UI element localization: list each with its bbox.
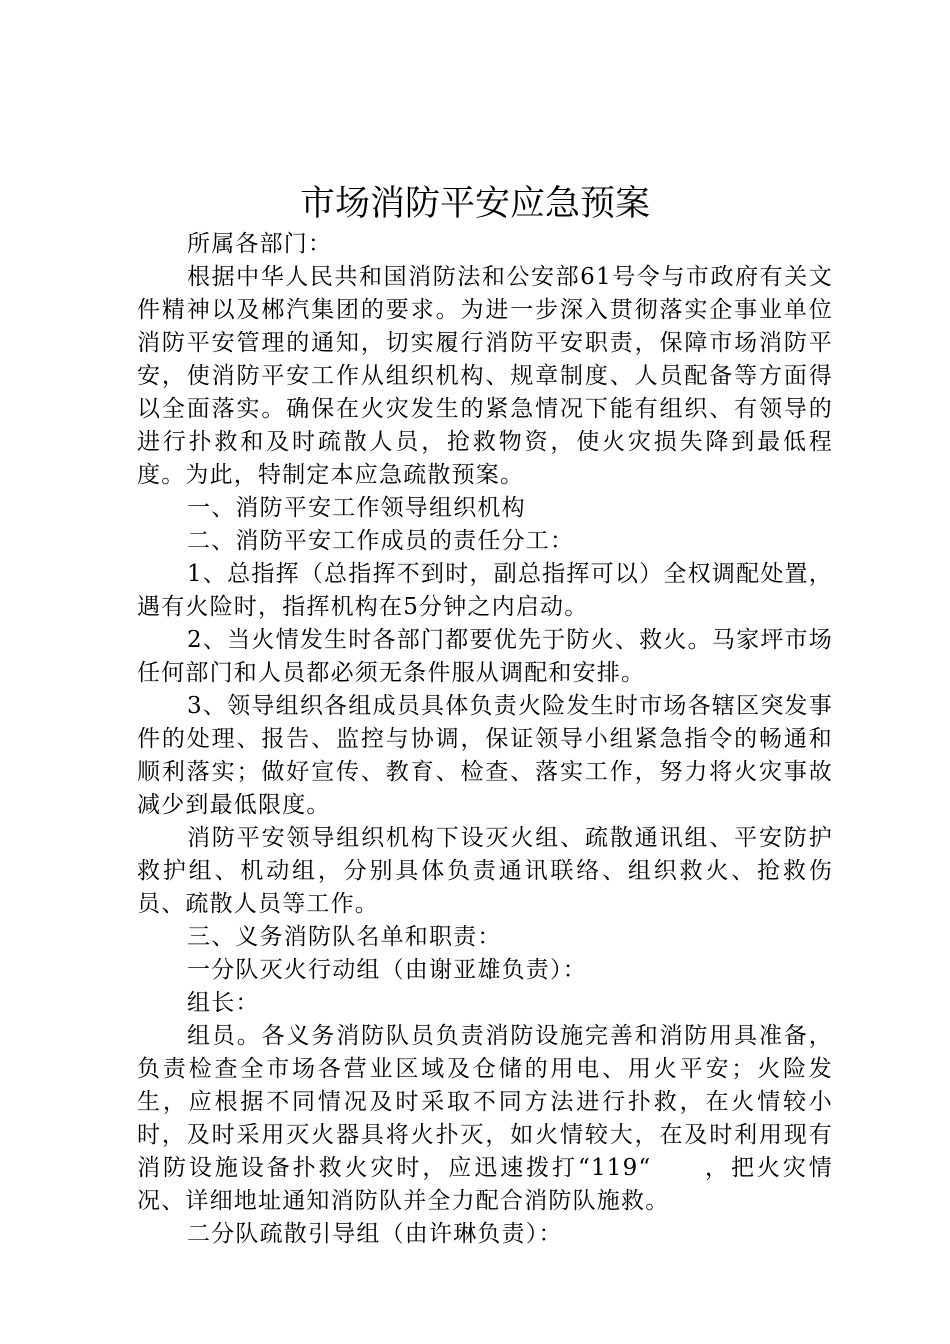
intro-paragraph: 根据中华人民共和国消防法和公安部61号令与市政府有关文件精神以及郴汽集团的要求。为进一步深入贯彻落实企事业单位消防平安管理的通知，切实履行消防平安职责，保障市场消防平安，使消防平安工作从组织机构、规章制度、人员配备等方面得以全面落实。确保在火灾发生的紧急情况下能有组织、有领导的进行扑救和及时疏散人员，抢救物资，使火灾损失降到最低程度。为此，特制定本应急疏散预案。 [137, 264, 833, 488]
squad-2-heading: 二分队疏散引导组（由许琳负责）： [187, 1221, 563, 1247]
org-structure-paragraph: 消防平安领导组织机构下设灭火组、疏散通讯组、平安防护救护组、机动组，分别具体负责通讯联络、组织救火、抢救伤员、疏散人员等工作。 [137, 825, 833, 917]
salutation: 所属各部门： [187, 231, 333, 257]
squad-1-members-duties: 组员。各义务消防队员负责消防设施完善和消防用具准备，负责检查全市场各营业区域及仓储的用电、用火平安；火险发生，应根据不同情况及时采取不同方法进行扑救，在火情较小时，及时采用灭火器具将火扑灭，如火情较大，在及时利用现有消防设施设备扑救火灾时，应迅速拨打“119“ ，把火灾情况、详细地址通知消防队并全力配合消防队施救。 [137, 1023, 833, 1214]
document-body [137, 228, 833, 1251]
squad-1-heading: 一分队灭火行动组（由谢亚雄负责）： [187, 957, 587, 983]
section-heading-3: 三、义务消防队名单和职责： [187, 924, 502, 950]
duty-item-1: 1、总指挥（总指挥不到时，副总指挥可以）全权调配处置，遇有火险时，指挥机构在5分钟之内启动。 [137, 561, 833, 620]
section-heading-1: 一、消防平安工作领导组织机构 [187, 495, 526, 521]
document-title: 市场消防平安应急预案 [299, 184, 650, 224]
section-heading-2: 二、消防平安工作成员的责任分工： [187, 528, 575, 554]
duty-item-2: 2、当火情发生时各部门都要优先于防火、救火。马家坪市场任何部门和人员都必须无条件服从调配和安排。 [137, 627, 833, 686]
squad-1-leader: 组长： [187, 990, 260, 1016]
duty-item-3: 3、领导组织各组成员具体负责火险发生时市场各辖区突发事件的处理、报告、监控与协调，保证领导小组紧急指令的畅通和顺利落实；做好宣传、教育、检查、落实工作，努力将火灾事故减少到最低限度。 [137, 693, 833, 818]
